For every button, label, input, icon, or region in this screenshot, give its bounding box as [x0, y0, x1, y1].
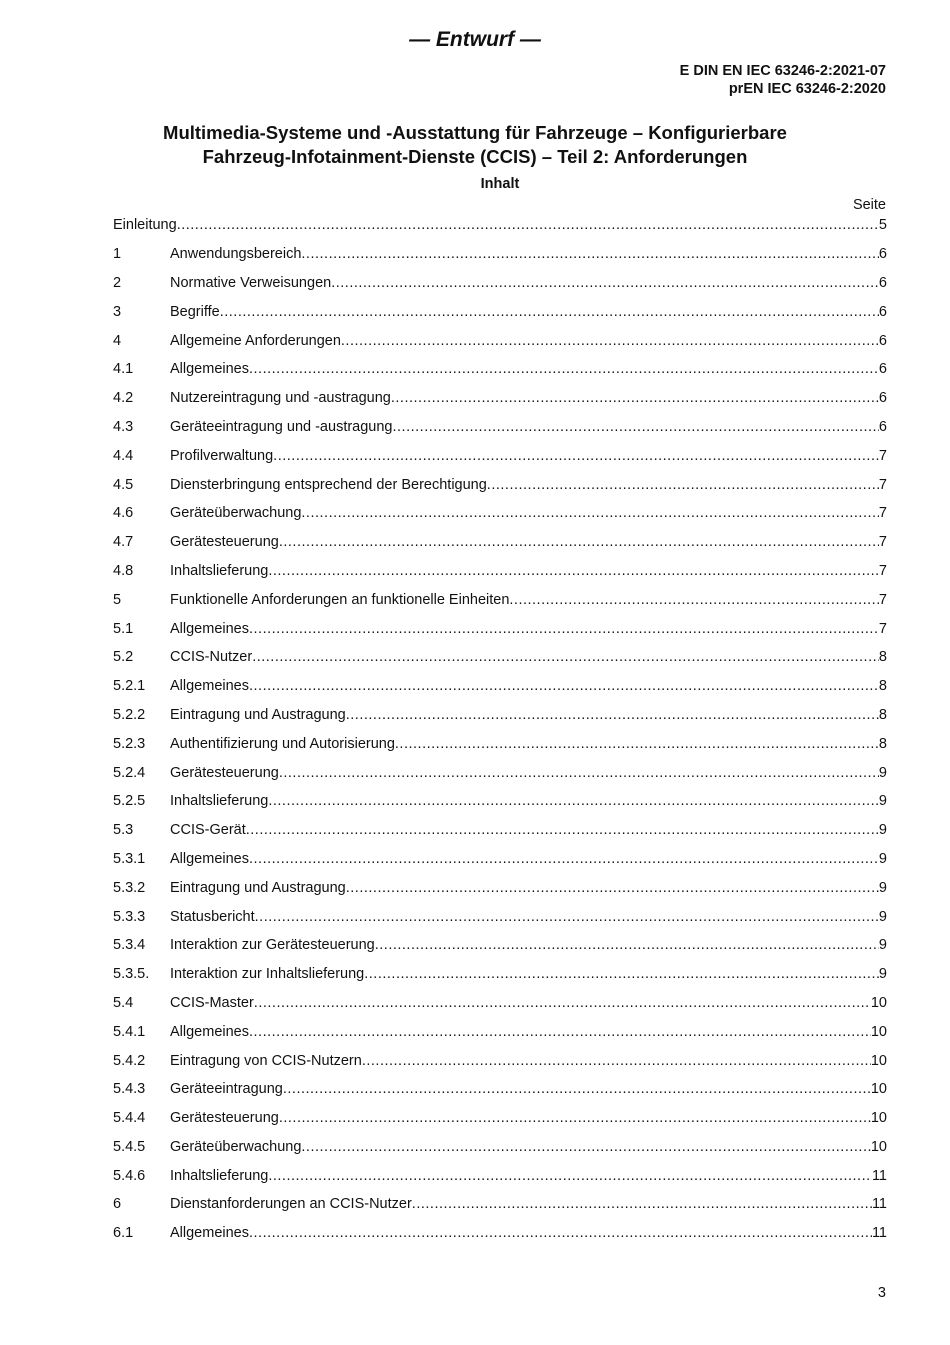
- toc-entry[interactable]: [113, 701, 887, 730]
- toc-dot-leader: [283, 1081, 871, 1097]
- toc-entry-page: 9: [878, 793, 887, 810]
- toc-entry-page: 10: [870, 1110, 887, 1127]
- toc-dot-leader: [393, 419, 879, 435]
- toc-entry-page: 6: [878, 418, 887, 435]
- toc-entry-page: 8: [878, 649, 887, 666]
- toc-entry-title: Geräteüberwachung: [170, 1138, 302, 1155]
- toc-entry-number: 6: [113, 1196, 122, 1213]
- toc-entry-title: Einleitung: [113, 217, 177, 234]
- toc-entry-number: 5.2.1: [113, 678, 146, 695]
- toc-dot-leader: [301, 246, 879, 262]
- toc-entry-title: Interaktion zur Inhaltslieferung: [170, 966, 365, 983]
- toc-dot-leader: [331, 275, 879, 291]
- toc-entry-title: CCIS-Gerät: [170, 822, 246, 839]
- toc-entry[interactable]: [113, 672, 887, 701]
- toc-entry-page: 10: [870, 994, 887, 1011]
- toc-entry-page: 8: [878, 735, 887, 752]
- toc-entry-title: Allgemeines: [170, 850, 249, 867]
- toc-dot-leader: [249, 621, 879, 637]
- toc-entry-title: Geräteüberwachung: [170, 505, 302, 522]
- toc-entry-number: 4.1: [113, 361, 134, 378]
- toc-entry-title: Geräteeintragung: [170, 1081, 283, 1098]
- toc-entry[interactable]: [113, 845, 887, 874]
- toc-dot-leader: [362, 1053, 871, 1069]
- toc-entry[interactable]: [113, 1075, 887, 1104]
- toc-entry-page: 7: [878, 505, 887, 522]
- toc-entry-title: Nutzereintragung und -austragung: [170, 390, 391, 407]
- toc-entry-page: 7: [878, 620, 887, 637]
- toc-dot-leader: [391, 390, 879, 406]
- toc-entry-title: Gerätesteuerung: [170, 534, 279, 551]
- document-title: [0, 121, 950, 169]
- toc-entry-page: 7: [878, 447, 887, 464]
- toc-entry-number: 3: [113, 303, 122, 320]
- toc-entry[interactable]: [113, 470, 887, 499]
- toc-entry-number: 4.4: [113, 447, 134, 464]
- toc-entry[interactable]: [113, 1161, 887, 1190]
- toc-dot-leader: [254, 995, 871, 1011]
- toc-entry-title: Allgemeines: [170, 678, 249, 695]
- toc-entry-title: Inhaltslieferung: [170, 562, 269, 579]
- toc-entry-page: 6: [878, 332, 887, 349]
- toc-dot-leader: [273, 448, 879, 464]
- toc-entry-title: Allgemeines: [170, 1225, 249, 1242]
- toc-entry-page: 6: [878, 303, 887, 320]
- contents-heading: Inhalt: [480, 176, 520, 192]
- toc-dot-leader: [249, 361, 879, 377]
- toc-entry-title: Gerätesteuerung: [170, 764, 279, 781]
- toc-dot-leader: [268, 793, 879, 809]
- toc-entry-page: 9: [878, 879, 887, 896]
- toc-entry-title: Allgemeines: [170, 361, 249, 378]
- page-number: 3: [877, 1285, 886, 1301]
- toc-entry-number: 5.4.4: [113, 1110, 146, 1127]
- toc-dot-leader: [252, 649, 879, 665]
- toc-entry-page: 6: [878, 274, 887, 291]
- toc-entry-title: Profilverwaltung: [170, 447, 274, 464]
- toc-entry-title: CCIS-Master: [170, 994, 254, 1011]
- toc-entry-number: 5.4: [113, 994, 134, 1011]
- toc-entry-title: Inhaltslieferung: [170, 1167, 269, 1184]
- page-column-label: Seite: [852, 197, 886, 213]
- toc-entry-number: 6.1: [113, 1225, 134, 1242]
- table-of-contents: [113, 211, 887, 1248]
- toc-entry-title: Allgemeine Anforderungen: [170, 332, 341, 349]
- toc-entry[interactable]: [113, 499, 887, 528]
- doc-id-din: E DIN EN IEC 63246-2:2021-07: [679, 63, 886, 79]
- title-line-1: Multimedia-Systeme und -Ausstattung für Fahrzeuge – Konfigurierbare: [163, 122, 787, 143]
- toc-entry-number: 2: [113, 274, 122, 291]
- toc-dot-leader: [246, 822, 879, 838]
- toc-entry-title: Eintragung und Austragung: [170, 706, 346, 723]
- toc-entry-page: 10: [870, 1052, 887, 1069]
- toc-entry-page: 9: [878, 822, 887, 839]
- toc-entry-number: 5.2: [113, 649, 134, 666]
- toc-entry[interactable]: [113, 528, 887, 557]
- toc-entry-title: Statusbericht: [170, 908, 255, 925]
- toc-entry[interactable]: [113, 413, 887, 442]
- toc-entry-number: 4.3: [113, 418, 134, 435]
- toc-entry[interactable]: [113, 240, 887, 269]
- toc-dot-leader: [249, 678, 879, 694]
- toc-entry-page: 8: [878, 678, 887, 695]
- toc-entry[interactable]: [113, 297, 887, 326]
- toc-entry-number: 5.4.6: [113, 1167, 146, 1184]
- toc-entry-number: 4.2: [113, 390, 134, 407]
- toc-entry[interactable]: [113, 1104, 887, 1133]
- toc-entry-page: 9: [878, 966, 887, 983]
- toc-entry[interactable]: [113, 816, 887, 845]
- toc-entry-number: 4: [113, 332, 122, 349]
- toc-entry-title: Authentifizierung und Autorisierung: [170, 735, 395, 752]
- toc-dot-leader: [341, 333, 879, 349]
- toc-entry[interactable]: [113, 758, 887, 787]
- toc-entry-page: 10: [870, 1138, 887, 1155]
- toc-entry-number: 4.5: [113, 476, 134, 493]
- toc-entry[interactable]: [113, 931, 887, 960]
- draft-label: — Entwurf —: [409, 28, 541, 51]
- toc-entry-number: 5.2.2: [113, 706, 146, 723]
- toc-dot-leader: [346, 880, 879, 896]
- toc-entry[interactable]: [113, 1017, 887, 1046]
- toc-entry[interactable]: [113, 1133, 887, 1162]
- toc-entry-title: Eintragung und Austragung: [170, 879, 346, 896]
- toc-entry-page: 7: [878, 591, 887, 608]
- toc-dot-leader: [177, 217, 879, 233]
- toc-entry-number: 1: [113, 246, 122, 263]
- toc-entry-title: Eintragung von CCIS-Nutzern: [170, 1052, 362, 1069]
- toc-entry[interactable]: [113, 355, 887, 384]
- toc-entry[interactable]: [113, 643, 887, 672]
- toc-entry[interactable]: [113, 441, 887, 470]
- toc-entry-number: 5.4.1: [113, 1023, 146, 1040]
- toc-entry-title: Dienstanforderungen an CCIS-Nutzer: [170, 1196, 412, 1213]
- toc-entry-page: 8: [878, 706, 887, 723]
- toc-entry-number: 4.7: [113, 534, 134, 551]
- toc-entry[interactable]: [113, 585, 887, 614]
- toc-dot-leader: [364, 966, 879, 982]
- toc-entry[interactable]: [113, 960, 887, 989]
- toc-entry[interactable]: [113, 873, 887, 902]
- toc-entry-number: 5.2.5: [113, 793, 146, 810]
- toc-entry-page: 10: [870, 1081, 887, 1098]
- toc-entry-title: Begriffe: [170, 303, 220, 320]
- toc-entry-number: 5.1: [113, 620, 134, 637]
- document-identifier: [680, 62, 886, 98]
- toc-entry[interactable]: [113, 211, 887, 240]
- toc-entry-page: 11: [871, 1225, 887, 1242]
- toc-dot-leader: [249, 1225, 872, 1241]
- toc-entry-page: 9: [878, 850, 887, 867]
- toc-dot-leader: [279, 534, 879, 550]
- toc-entry-number: 5.2.4: [113, 764, 146, 781]
- toc-dot-leader: [395, 736, 879, 752]
- toc-dot-leader: [220, 304, 879, 320]
- toc-entry-page: 7: [878, 476, 887, 493]
- toc-entry-number: 4.6: [113, 505, 134, 522]
- toc-entry-number: 5.3: [113, 822, 134, 839]
- toc-entry-title: Anwendungsbereich: [170, 246, 302, 263]
- toc-dot-leader: [279, 1110, 871, 1126]
- toc-entry-number: 5.4.3: [113, 1081, 146, 1098]
- title-line-2: Fahrzeug-Infotainment-Dienste (CCIS) – Teil 2: Anforderungen: [202, 146, 748, 167]
- toc-entry-page: 7: [878, 562, 887, 579]
- toc-entry-page: 9: [878, 764, 887, 781]
- toc-entry-page: 7: [878, 534, 887, 551]
- toc-entry[interactable]: [113, 989, 887, 1018]
- toc-entry-number: 4.8: [113, 562, 134, 579]
- toc-dot-leader: [279, 765, 879, 781]
- toc-entry[interactable]: [113, 787, 887, 816]
- toc-entry-title: Geräteeintragung und -austragung: [170, 418, 393, 435]
- toc-entry-page: 9: [878, 937, 887, 954]
- toc-dot-leader: [268, 1168, 872, 1184]
- toc-dot-leader: [301, 505, 879, 521]
- toc-entry[interactable]: [113, 614, 887, 643]
- toc-entry-page: 10: [870, 1023, 887, 1040]
- toc-dot-leader: [412, 1196, 872, 1212]
- toc-entry-number: 5.2.3: [113, 735, 146, 752]
- toc-entry-title: Funktionelle Anforderungen an funktionelle Einheiten: [170, 591, 510, 608]
- toc-entry-page: 9: [878, 908, 887, 925]
- toc-entry-number: 5.4.5: [113, 1138, 146, 1155]
- toc-entry-page: 11: [871, 1167, 887, 1184]
- toc-entry-number: 5.3.2: [113, 879, 146, 896]
- toc-entry[interactable]: [113, 729, 887, 758]
- toc-entry-number: 5: [113, 591, 122, 608]
- toc-dot-leader: [346, 707, 879, 723]
- toc-entry-title: Allgemeines: [170, 620, 249, 637]
- toc-dot-leader: [487, 477, 879, 493]
- toc-entry[interactable]: [113, 557, 887, 586]
- toc-entry[interactable]: [113, 326, 887, 355]
- toc-entry-title: Gerätesteuerung: [170, 1110, 279, 1127]
- toc-entry-number: 5.4.2: [113, 1052, 146, 1069]
- toc-entry[interactable]: [113, 1190, 887, 1219]
- toc-entry-page: 11: [871, 1196, 887, 1213]
- toc-dot-leader: [255, 909, 879, 925]
- toc-entry-title: Normative Verweisungen: [170, 274, 332, 291]
- toc-entry[interactable]: [113, 1219, 887, 1248]
- toc-entry[interactable]: [113, 269, 887, 298]
- toc-dot-leader: [509, 592, 879, 608]
- toc-entry-page: 6: [878, 361, 887, 378]
- toc-dot-leader: [249, 851, 879, 867]
- toc-entry-title: Interaktion zur Gerätesteuerung: [170, 937, 375, 954]
- toc-entry-number: 5.3.4: [113, 937, 146, 954]
- toc-entry-page: 6: [878, 246, 887, 263]
- toc-dot-leader: [249, 1024, 871, 1040]
- toc-entry-title: CCIS-Nutzer: [170, 649, 253, 666]
- toc-dot-leader: [375, 937, 879, 953]
- toc-entry-number: 5.3.5.: [113, 966, 150, 983]
- toc-entry[interactable]: [113, 384, 887, 413]
- toc-dot-leader: [268, 563, 879, 579]
- toc-entry-title: Allgemeines: [170, 1023, 249, 1040]
- doc-id-pren: prEN IEC 63246-2:2020: [728, 81, 886, 97]
- toc-entry-page: 6: [878, 390, 887, 407]
- toc-entry[interactable]: [113, 1046, 887, 1075]
- toc-entry-number: 5.3.3: [113, 908, 146, 925]
- toc-entry-page: 5: [878, 217, 887, 234]
- toc-dot-leader: [301, 1139, 870, 1155]
- toc-entry-title: Inhaltslieferung: [170, 793, 269, 810]
- toc-entry[interactable]: [113, 902, 887, 931]
- toc-entry-number: 5.3.1: [113, 850, 146, 867]
- toc-entry-title: Diensterbringung entsprechend der Berechtigung: [170, 476, 487, 493]
